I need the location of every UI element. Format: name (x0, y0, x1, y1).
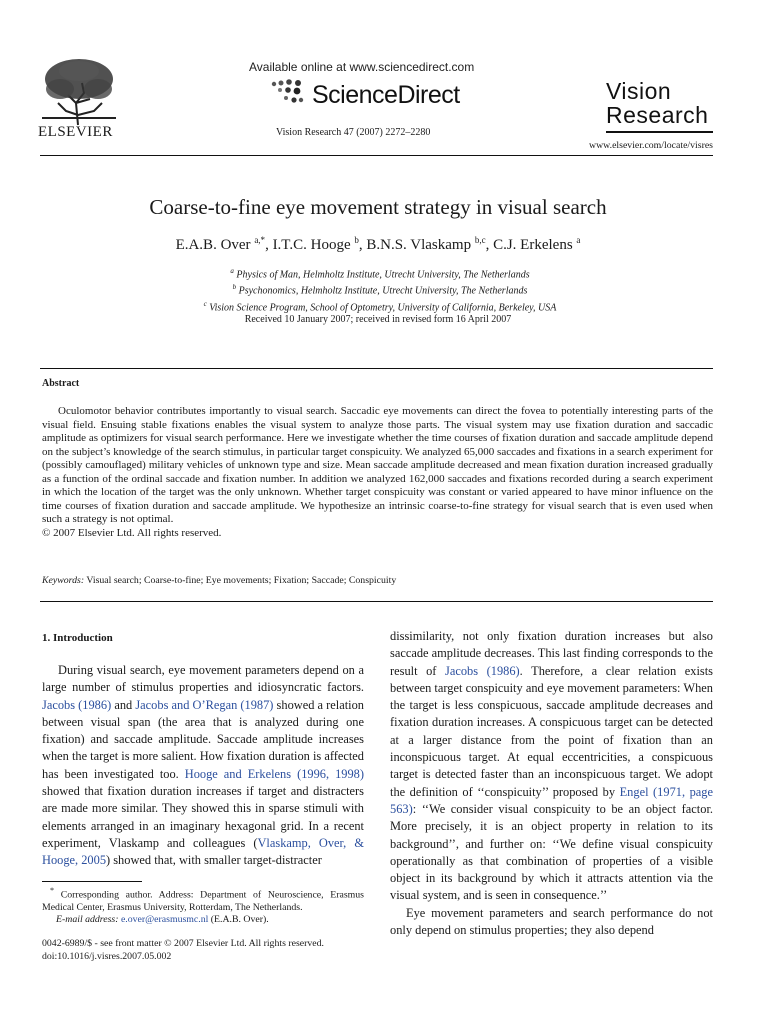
journal-citation: Vision Research 47 (2007) 2272–2280 (276, 127, 431, 138)
journal-title (606, 79, 708, 127)
abstract-top-rule (40, 368, 713, 369)
corresponding-author-note (42, 885, 364, 914)
affiliation-b (0, 281, 760, 297)
citation-link[interactable]: Jacobs and O’Regan (1987) (135, 697, 274, 712)
journal-title-line-1: Vision (606, 78, 672, 104)
received-dates: Received 10 January 2007; received in revised form 16 April 2007 (244, 314, 512, 325)
doi-line: doi:10.1016/j.visres.2007.05.002 (42, 950, 172, 962)
footnote (42, 885, 364, 927)
author-name: E.A.B. Over (175, 237, 251, 253)
right-paragraph-1 (390, 628, 713, 905)
journal-title-line-2: Research (606, 102, 709, 128)
right-paragraph-2: Eye movement parameters and search performance do not only depend on stimulus properties; they also depend (390, 905, 713, 938)
citation-link[interactable]: Jacobs (1986) (42, 697, 112, 712)
author-affiliation-mark: b (354, 235, 359, 245)
author-affiliation-mark: a,* (254, 235, 266, 245)
author-name: C.J. Erkelens (493, 237, 573, 253)
citation-link[interactable]: Engel (1971, page 563) (390, 784, 713, 816)
section-heading-introduction: 1. Introduction (42, 632, 113, 644)
affiliations (0, 265, 760, 314)
text-run: During visual search, eye movement parameters depend on a large number of stimulus properties and idiosyncratic factors. (42, 663, 364, 695)
available-online-text: Available online at www.sciencedirect.com (249, 60, 475, 74)
right-column-body (390, 628, 713, 939)
footnote-mark: * (50, 886, 55, 895)
left-column-body (42, 662, 364, 870)
text-run: showed a relation between visual span (the area that is analyzed during one fixation) and saccade amplitude. Saccade amplitude increases when the target is more salient. How fixation duration is affected has been investigated too. (42, 697, 364, 781)
abstract-bottom-rule (40, 601, 713, 602)
text-run: dissimilarity, not only fixation duration increases but also saccade amplitude decreases. This last finding corresponds to the result of (390, 629, 713, 678)
email-line (42, 914, 364, 927)
author-affiliation-mark: b,c (474, 235, 486, 245)
affiliation-text: Vision Science Program, School of Optometry, University of California, Berkeley, USA (209, 301, 557, 313)
email-suffix: (E.A.B. Over). (210, 914, 269, 926)
text-run: ) showed that, with smaller target-distracter (106, 853, 322, 868)
email-link[interactable]: e.over@erasmusmc.nl (120, 914, 209, 926)
affiliation-mark: a (230, 267, 234, 275)
text-run: . Therefore, a clear relation exists between target conspicuity and eye movement parameters: When the target is less conspicuous, saccade amplitude decreases and fixation duration increases. A conspicuous target can be detected at a larger distance from the point of fixation than an inconspicuous target. At equal eccentricities, a conspicuous target is detected faster than an inconspicuous target. We adopt the definition of ‘‘conspicuity’’ proposed by (390, 663, 714, 799)
footnote-text: Corresponding author. Address: Department of Neuroscience, Erasmus Medical Center, Erasmus University, Rotterdam, The Netherlands. (42, 889, 364, 913)
affiliation-a (0, 265, 760, 281)
abstract-body (42, 405, 713, 540)
front-matter (42, 938, 324, 963)
email-label: E-mail address: (56, 914, 119, 926)
author-name: I.T.C. Hooge (272, 237, 351, 253)
intro-paragraph-1 (42, 662, 364, 870)
journal-url[interactable]: www.elsevier.com/locate/visres (589, 140, 713, 151)
sciencedirect-wordmark: ScienceDirect (312, 81, 460, 109)
affiliation-text: Physics of Man, Helmholtz Institute, Utrecht University, The Netherlands (236, 269, 530, 281)
elsevier-tree-logo (38, 55, 120, 127)
text-run: : ‘‘We consider visual conspicuity to be an object factor. More precisely, it is an object property in relation to its background’’, and further on: ‘‘We define visual conspicuity operationally as that combination of properties of a visible object in its background by which it attracts attention via the visual system, and is seen in consequence.’’ (390, 801, 713, 903)
abstract-paragraph: Oculomotor behavior contributes importantly to visual search. Saccadic eye movements can direct the fovea to potentially interesting parts of the visual field. Ensuing stable fixations enables the visual system to analyze those parts. The visual system may use fixation duration and saccadic amplitude as optimizers for visual search performance. Here we investigate whether the time courses of fixation duration and saccade amplitude depend on the subject’s knowledge of the search stimulus, in particular target conspicuity. We analyzed 65,000 saccades and fixations in a search experiment for (possibly camouflaged) military vehicles of unknown type and size. Mean saccade amplitude decreased and mean fixation duration increased gradually as a function of the ordinal saccade and fixation number. In addition we analyzed 162,000 saccades and fixations recorded during a search experiment in which the location of the target was the only unknown. Whether target conspicuity was constant or varied appeared to have minor influence on the time courses of fixation duration and saccade amplitude. We hypothesize an intrinsic coarse-to-fine strategy for visual search that is even used when such a strategy is not optimal. (42, 405, 713, 525)
author-affiliation-mark: a (576, 235, 581, 245)
affiliation-mark: b (232, 283, 237, 292)
keywords-label: Keywords: (42, 575, 85, 586)
header-rule (40, 155, 713, 156)
author-list: E.A.B. Over $^{a,*}$, I.T.C. Hooge $^b$, B.N.S. Vlaskamp $^{b,c}$, C.J. Erkelens $^a$ (175, 235, 581, 253)
author-name: B.N.S. Vlaskamp (366, 237, 472, 253)
footnote-rule (42, 881, 142, 882)
affiliation-c (0, 298, 760, 314)
keywords-list: Visual search; Coarse-to-fine; Eye movements; Fixation; Saccade; Conspicuity (86, 575, 397, 586)
keywords (42, 575, 396, 586)
abstract-heading: Abstract (42, 378, 80, 389)
citation-link[interactable]: Jacobs (1986) (445, 663, 520, 678)
text-run: showed that fixation duration increases if target and distracters are made more similar. They showed this in sparse stimuli with elements arranged in an imaginary hexagonal grid. In a recent experiment, Vlaskamp and colleagues ( (42, 784, 364, 850)
citation-link[interactable]: Vlaskamp, Over, & Hooge, 2005 (42, 835, 364, 868)
affiliation-text: Psychonomics, Helmholtz Institute, Utrecht University, The Netherlands (238, 285, 528, 297)
affiliation-mark: c (203, 299, 207, 308)
abstract-copyright: © 2007 Elsevier Ltd. All rights reserved. (42, 526, 222, 539)
article-title: Coarse-to-fine eye movement strategy in visual search (149, 195, 607, 219)
citation-link[interactable]: Hooge and Erkelens (1996, 1998) (184, 766, 364, 781)
sciencedirect-dots-logo (270, 78, 310, 108)
text-run: and (111, 697, 136, 712)
issn-line: 0042-6989/$ - see front matter © 2007 Elsevier Ltd. All rights reserved. (42, 938, 324, 949)
publisher-name: ELSEVIER (38, 124, 113, 140)
journal-title-rule (606, 131, 713, 133)
